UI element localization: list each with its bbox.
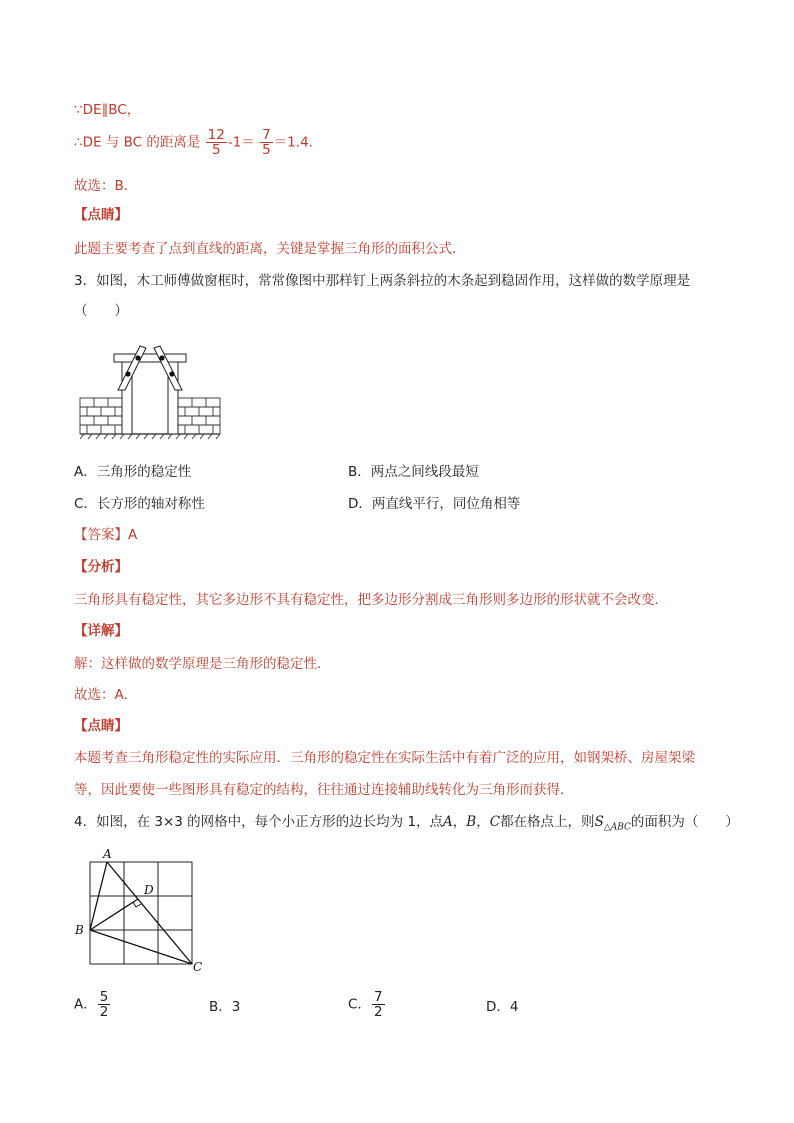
fraction-numerator: 7: [262, 127, 271, 143]
label-d: D: [144, 883, 154, 897]
q4-sep: ，: [476, 814, 490, 830]
q4-suffix: 的面积为（ ）: [630, 814, 739, 830]
q4-option-b: B．3: [209, 999, 241, 1015]
section-comment-2: 【点睛】: [74, 718, 128, 734]
comment-text-1: 此题主要考查了点到直线的距离，关键是掌握三角形的面积公式．: [74, 241, 466, 257]
q4-mid: 都在格点上，则: [500, 814, 595, 830]
fraction-7-2: [372, 990, 385, 1019]
fraction-7-5: [260, 128, 273, 157]
q4-prefix: 4．如图，在 3×3 的网格中，每个小正方形的边长均为 1，点: [74, 814, 444, 830]
question-3-line-2: （ ）: [74, 303, 128, 319]
section-analysis: 【分析】: [74, 559, 128, 575]
option-a: A．三角形的稳定性: [74, 464, 192, 480]
distance-prefix: ∴DE 与 BC 的距离是: [74, 134, 201, 151]
q4-point-a: A: [443, 814, 453, 830]
fraction-denominator: 2: [99, 1004, 109, 1020]
q4-option-d: D．4: [486, 999, 519, 1015]
fraction-5-2: [98, 990, 111, 1019]
choice-a: 故选：A．: [74, 687, 138, 703]
option-b: B．两点之间线段最短: [348, 464, 479, 480]
q4-point-b: B: [466, 814, 477, 830]
label-a: A: [103, 847, 112, 861]
detail-text: 解：这样做的数学原理是三角形的稳定性．: [74, 656, 331, 672]
solution-parallel-line: ∵DE∥BC，: [74, 102, 141, 118]
fraction-12-5: [206, 128, 227, 157]
distance-end: ＝1.4．: [273, 134, 323, 151]
option-d: D．两直线平行，同位角相等: [348, 496, 521, 512]
distance-middle: -1＝: [227, 134, 255, 151]
question-3-line-1: 3．如图，木工师傅做窗框时，常常像图中那样钉上两条斜拉的木条起到稳固作用，这样做的数学原理是: [74, 273, 691, 289]
fraction-denominator: 5: [211, 142, 221, 158]
comment-text-2a: 本题考查三角形稳定性的实际应用．三角形的稳定性在实际生活中有着广泛的应用，如钢架桥、房屋架梁: [74, 750, 695, 766]
label-b: B: [75, 923, 84, 937]
fraction-denominator: 2: [373, 1004, 383, 1020]
choice-b: 故选：B．: [74, 178, 138, 194]
label-c: C: [193, 960, 203, 974]
fraction-numerator: 7: [373, 989, 383, 1005]
q4-option-c: [348, 990, 386, 1019]
solution-distance-line: [74, 128, 322, 157]
fraction-numerator: 12: [207, 127, 225, 143]
q4-area-symbol: S: [594, 814, 604, 830]
q4-point-c: C: [489, 814, 501, 830]
answer-line: 【答案】A: [74, 527, 138, 543]
q4-option-a: [74, 990, 111, 1019]
q4-option-a-prefix: A．: [74, 996, 97, 1013]
analysis-text: 三角形具有稳定性，其它多边形不具有稳定性，把多边形分割成三角形则多边形的形状就不会改变．: [74, 592, 668, 608]
grid-triangle-figure: [70, 846, 210, 976]
window-frame-figure: [78, 344, 222, 440]
question-4-line: [74, 813, 739, 837]
fraction-denominator: 5: [262, 142, 271, 158]
section-detail: 【详解】: [74, 623, 128, 639]
q4-area-subscript: △ABC: [603, 822, 631, 833]
q4-sep: ，: [452, 814, 467, 830]
option-c: C．长方形的轴对称性: [74, 496, 205, 512]
comment-text-2b: 等，因此要使一些图形具有稳定的结构，往往通过连接辅助线转化为三角形而获得．: [74, 782, 574, 798]
q4-option-c-prefix: C．: [348, 996, 371, 1013]
section-comment-1: 【点睛】: [74, 207, 128, 223]
fraction-numerator: 5: [99, 989, 109, 1005]
